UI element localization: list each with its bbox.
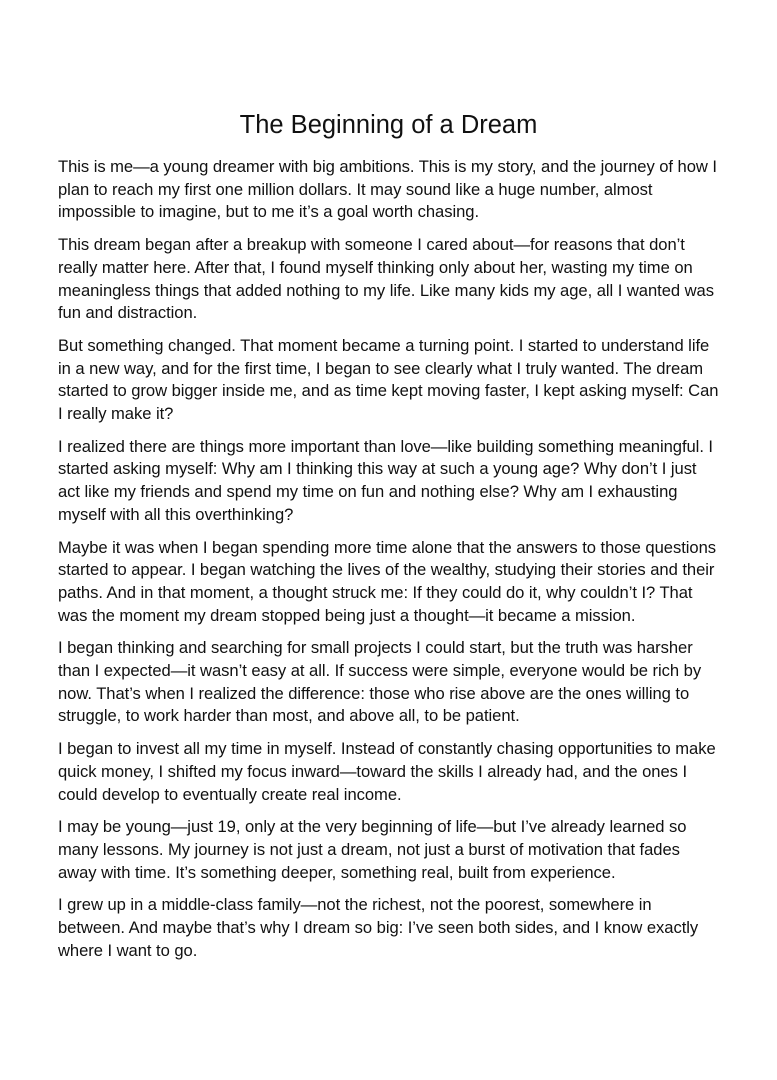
paragraph-2: This dream began after a breakup with someone I cared about—for reasons that don’t really matter here. After that, I found myself thinking only about her, wasting my time on meaningless things that added nothing to my life. Like many kids my age, all I wanted was fun and distraction. — [58, 235, 714, 323]
paragraph-8: I may be young—just 19, only at the very beginning of life—but I’ve already learned so many lessons. My journey is not just a dream, not just a burst of motivation that fades away with time. It’s something deeper, something real, built from experience. — [58, 817, 687, 882]
paragraph-7: I began to invest all my time in myself. Instead of constantly chasing opportunities to make quick money, I shifted my focus inward—toward the skills I already had, and the ones I could develop to eventually create real income. — [58, 739, 716, 804]
paragraph-4: I realized there are things more important than love—like building something meaningful. I started asking myself: Why am I thinking this way at such a young age? Why don’t I just act like my friends and spend my time on fun and nothing else? Why am I exhausting myself with all this overthinking? — [58, 436, 713, 524]
paragraph-1: This is me—a young dreamer with big ambitions. This is my story, and the journey of how I plan to reach my first one million dollars. It may sound like a huge number, almost impossible to imagine, but to me it’s a goal worth chasing. — [58, 157, 717, 222]
paragraph-3: But something changed. That moment became a turning point. I started to understand life in a new way, and for the first time, I began to see clearly what I truly wanted. The dream started to grow bigger inside me, and as time kept moving faster, I kept asking myself: Can I really make it? — [58, 335, 719, 424]
document-body — [58, 156, 719, 963]
document-title: The Beginning of a Dream — [239, 111, 538, 139]
paragraph-5: Maybe it was when I began spending more time alone that the answers to those questions started to appear. I began watching the lives of the wealthy, studying their stories and their paths. And in that moment, a thought struck me: If they could do it, why couldn’t I? That was the moment my dream stopped being just a thought—it became a mission. — [58, 537, 717, 625]
paragraph-6: I began thinking and searching for small projects I could start, but the truth was harsher than I expected—it wasn’t easy at all. If success were simple, everyone would be rich by now. That’s when I realized the difference: those who rise above are the ones willing to struggle, to work harder than most, and above all, to be patient. — [58, 638, 702, 726]
paragraph-9: I grew up in a middle-class family—not the richest, not the poorest, somewhere in between. And maybe that’s why I dream so big: I’ve seen both sides, and I know exactly where I want to go. — [58, 895, 699, 960]
